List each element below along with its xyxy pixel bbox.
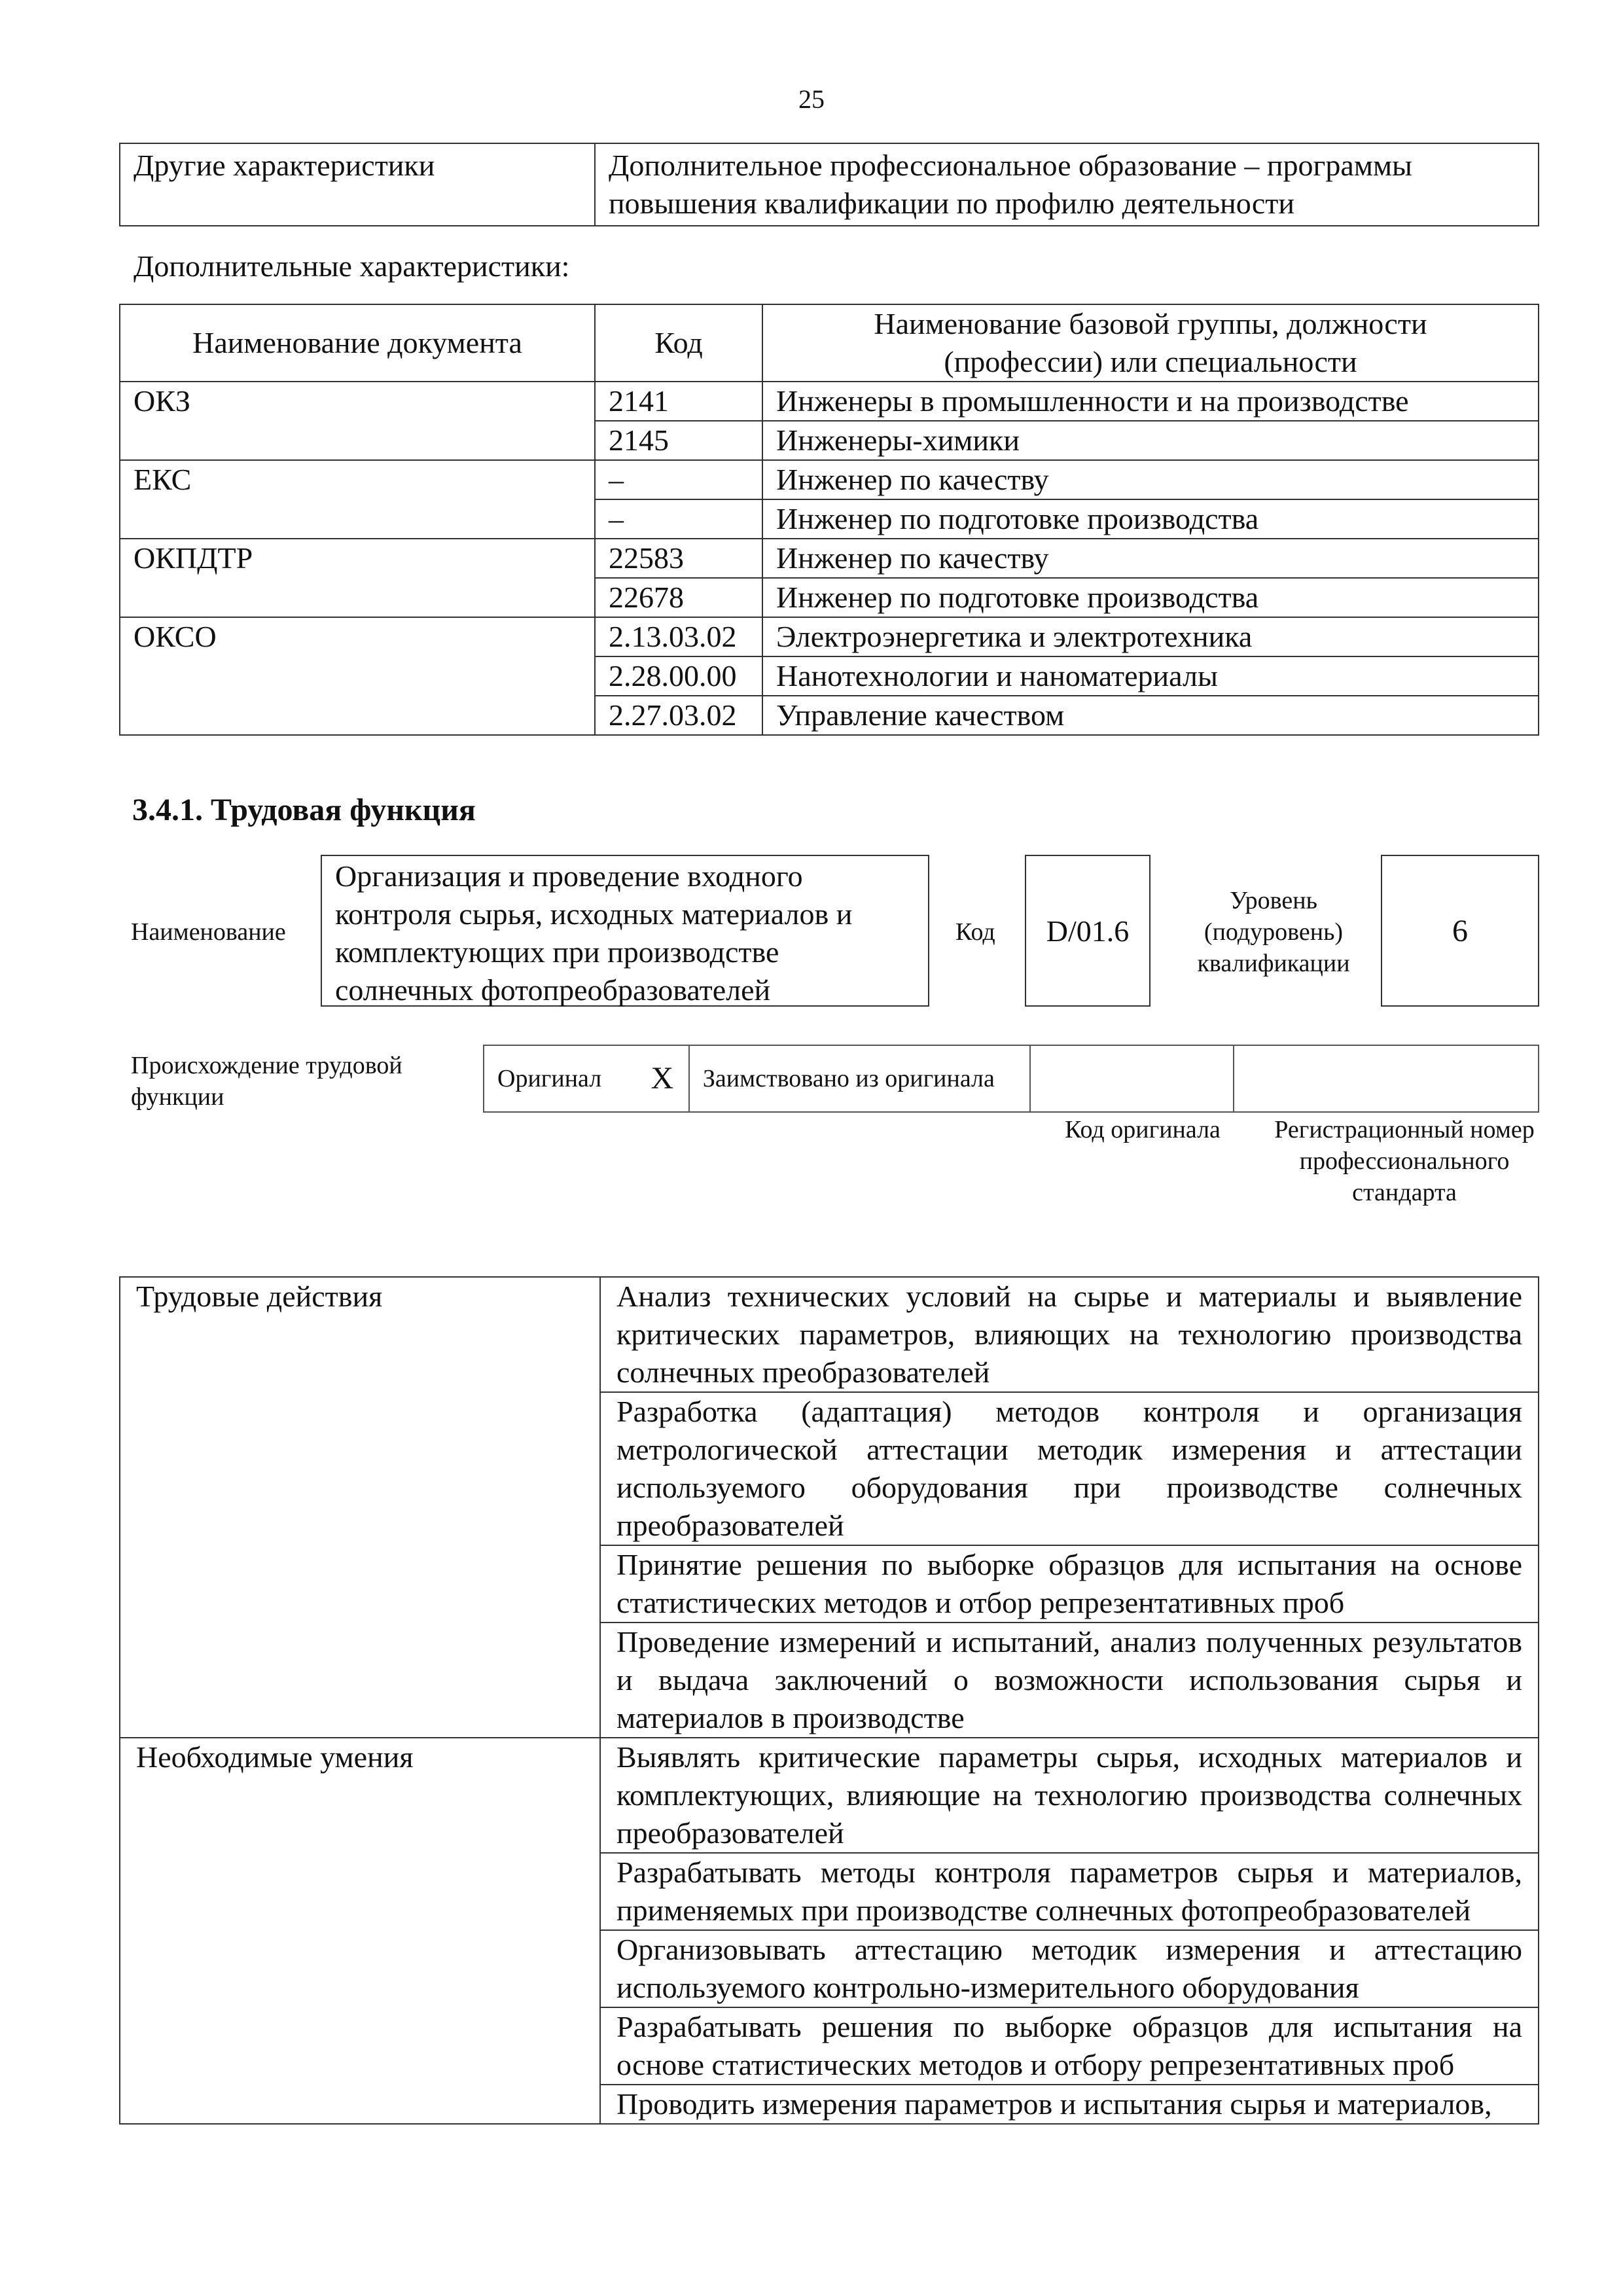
qualification-level-label [1162, 885, 1385, 979]
other-characteristics-table [119, 143, 1539, 226]
labor-action-item: Принятие решения по выборке образцов для испытания на основе статистических методов и отбор репрезентативных проб [600, 1545, 1539, 1623]
qualification-level-label-line1: Уровень [1230, 887, 1317, 914]
header-group-name-line2: (профессии) или специальности [944, 345, 1357, 378]
table-row [120, 1738, 1539, 1853]
original-mark: X [636, 1045, 689, 1112]
table-header-row [120, 304, 1539, 382]
required-skills-label: Необходимые умения [120, 1738, 600, 2124]
group-name-cell: Инженер по качеству [762, 460, 1539, 499]
required-skill-item: Разрабатывать методы контроля параметров сырья и материалов, применяемых при производстве солнечных фотопреобразователей [600, 1853, 1539, 1930]
table-row [120, 1277, 1539, 1392]
original-code-caption: Код оригинала [1065, 1116, 1221, 1143]
code-cell: 2.13.03.02 [595, 617, 762, 656]
doc-cell: ЕКС [120, 460, 595, 539]
function-name-label: Наименование [131, 918, 286, 946]
table-row [484, 1045, 1539, 1112]
labor-action-item: Разработка (адаптация) методов контроля и организация метрологической аттестации методик измерения и аттестации используемого оборудования при производстве солнечных преобразователей [600, 1392, 1539, 1545]
origin-label: Происхождение трудовой функции [131, 1052, 402, 1111]
code-cell: 2.28.00.00 [595, 656, 762, 696]
group-name-cell: Инженер по подготовке производства [762, 578, 1539, 617]
code-cell: 2.27.03.02 [595, 696, 762, 735]
doc-cell: ОКСО [120, 617, 595, 735]
required-skill-item: Разрабатывать решения по выборке образцов для испытания на основе статистических методов и отбору репрезентативных проб [600, 2007, 1539, 2085]
code-cell: 2145 [595, 421, 762, 460]
function-code-label: Код [955, 918, 995, 946]
doc-cell: ОКЗ [120, 382, 595, 460]
header-group-name [762, 304, 1539, 382]
function-name-value: Организация и проведение входного контроля сырья, исходных материалов и комплектующих при производстве солнечных фотопреобразователей [321, 855, 929, 1007]
function-code-value: D/01.6 [1025, 855, 1150, 1007]
code-cell: – [595, 460, 762, 499]
table-row [120, 143, 1539, 226]
group-name-cell: Инженер по качеству [762, 539, 1539, 578]
code-cell: 22678 [595, 578, 762, 617]
other-characteristics-label: Другие характеристики [120, 143, 595, 226]
code-cell: 22583 [595, 539, 762, 578]
additional-characteristics-title: Дополнительные характеристики: [134, 249, 570, 283]
origin-table [483, 1045, 1539, 1113]
required-skill-item: Выявлять критические параметры сырья, исходных материалов и комплектующих, влияющие на технологию производства солнечных преобразователей [600, 1738, 1539, 1853]
registration-number-cell [1234, 1045, 1539, 1112]
registration-number-caption: Регистрационный номер профессионального стандарта [1274, 1116, 1535, 1206]
table-row [120, 382, 1539, 421]
original-code-cell [1030, 1045, 1234, 1112]
group-name-cell: Инженер по подготовке производства [762, 499, 1539, 539]
header-group-name-line1: Наименование базовой группы, должности [874, 307, 1427, 340]
header-code: Код [595, 304, 762, 382]
group-name-cell: Инженеры-химики [762, 421, 1539, 460]
group-name-cell: Нанотехнологии и наноматериалы [762, 656, 1539, 696]
code-cell: 2141 [595, 382, 762, 421]
doc-cell: ОКПДТР [120, 539, 595, 617]
header-document: Наименование документа [120, 304, 595, 382]
group-name-cell: Управление качеством [762, 696, 1539, 735]
required-skill-item: Проводить измерения параметров и испытания сырья и материалов, [600, 2085, 1539, 2124]
qualification-level-label-line2: (подуровень) [1204, 918, 1344, 946]
borrowed-label: Заимствовано из оригинала [689, 1045, 1030, 1112]
table-row [120, 539, 1539, 578]
code-cell: – [595, 499, 762, 539]
group-name-cell: Электроэнергетика и электротехника [762, 617, 1539, 656]
original-label: Оригинал [484, 1045, 636, 1112]
labor-actions-label: Трудовые действия [120, 1277, 600, 1738]
qualification-level-value: 6 [1381, 855, 1539, 1007]
table-row [120, 460, 1539, 499]
table-row [120, 617, 1539, 656]
labor-action-item: Проведение измерений и испытаний, анализ полученных результатов и выдача заключений о возможности использования сырья и материалов в производстве [600, 1623, 1539, 1738]
labor-action-item: Анализ технических условий на сырье и материалы и выявление критических параметров, влияющих на технологию производства солнечных преобразователей [600, 1277, 1539, 1392]
group-name-cell: Инженеры в промышленности и на производстве [762, 382, 1539, 421]
other-characteristics-value: Дополнительное профессиональное образование – программы повышения квалификации по профилю деятельности [595, 143, 1539, 226]
page-number: 25 [798, 84, 825, 114]
labor-functions-table [119, 1276, 1539, 2125]
qualification-level-label-line3: квалификации [1197, 950, 1350, 977]
required-skill-item: Организовывать аттестацию методик измерения и аттестацию используемого контрольно-измерительного оборудования [600, 1930, 1539, 2007]
additional-characteristics-table [119, 304, 1539, 736]
section-title: 3.4.1. Трудовая функция [132, 793, 476, 827]
